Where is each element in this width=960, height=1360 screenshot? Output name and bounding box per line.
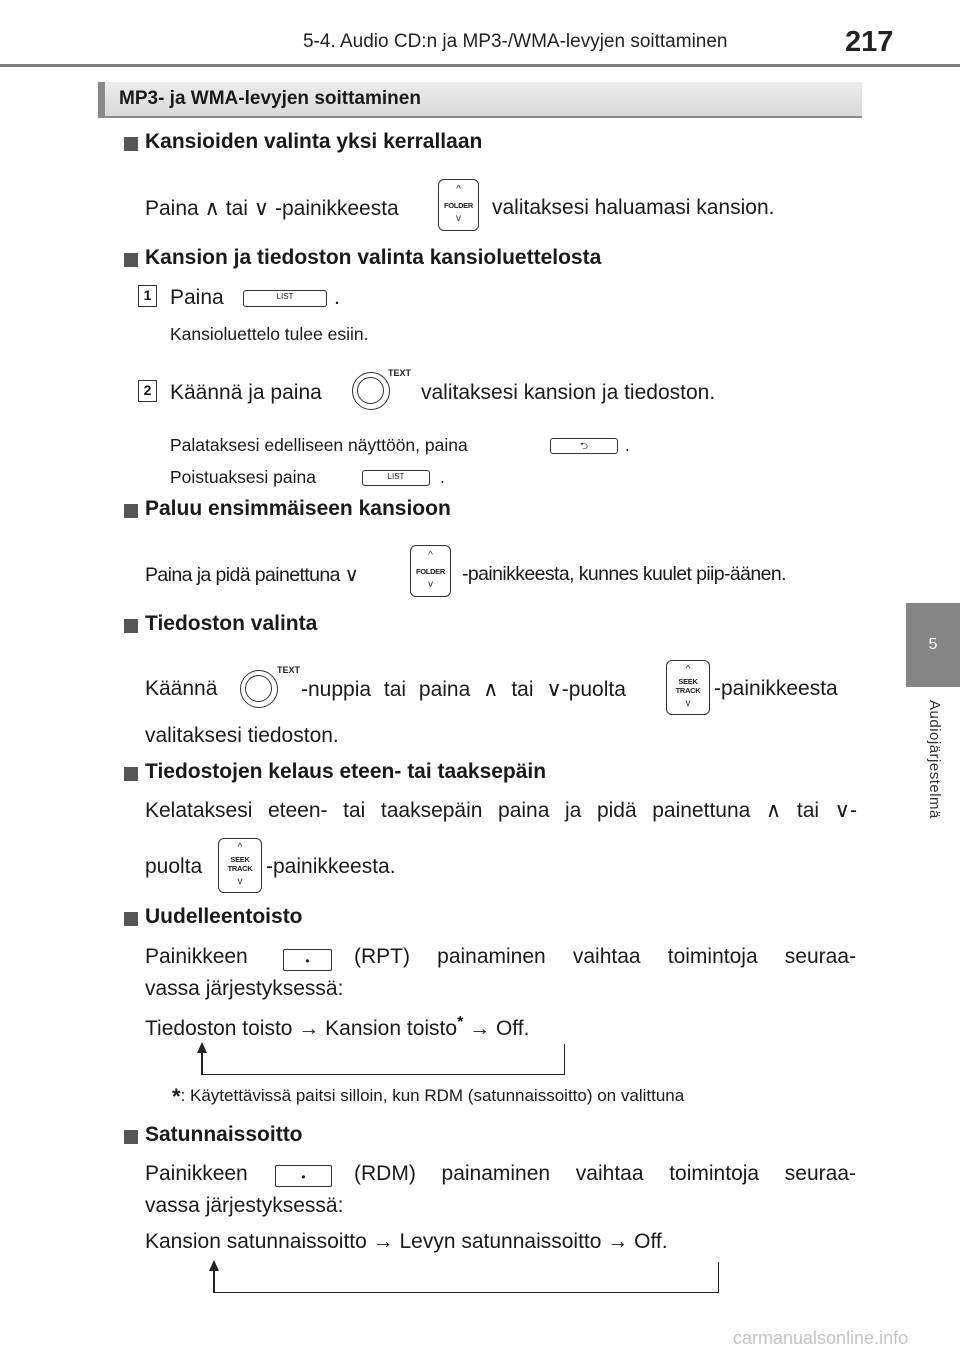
heading-repeat: Uudelleentoisto — [145, 905, 303, 928]
step1-text: Paina — [170, 286, 224, 309]
s6-footnote — [172, 1084, 684, 1110]
back-button-icon — [550, 438, 618, 454]
cycle-arrow-stem — [201, 1052, 203, 1075]
s7-line1-a: Painikkeen — [145, 1162, 248, 1185]
s3-text-before: Paina ja pidä painettuna ∨ — [145, 564, 359, 586]
s4-line2: valitaksesi tiedoston. — [145, 724, 339, 747]
folder-button-icon — [438, 179, 479, 231]
s1-text-before: Paina ∧ tai ∨ -painikkeesta — [145, 197, 399, 220]
up-caret-icon: ^ — [456, 184, 461, 195]
list-button-icon — [243, 290, 327, 307]
down-caret-icon: v — [456, 213, 461, 224]
text-knob-label: TEXT — [388, 368, 412, 378]
cycle-arrow-up-icon — [209, 1260, 219, 1271]
down-caret-icon: v — [685, 698, 691, 709]
step-number-2: 2 — [138, 380, 157, 402]
s4-line1-b: -nuppia tai paina ∧ tai ∨-puolta — [301, 678, 626, 701]
s3-text-after: -painikkeesta, kunnes kuulet piip-äänen. — [462, 563, 786, 585]
section-title-bar — [98, 82, 862, 118]
note-exit-end: . — [440, 467, 445, 487]
bullet-square-icon — [124, 619, 138, 633]
text-knob-label: TEXT — [277, 665, 301, 675]
s4-line1-a: Käännä — [145, 677, 218, 700]
s7-line2: vassa järjestyksessä: — [145, 1194, 344, 1217]
seek-track-button-icon — [666, 660, 710, 715]
section-title: MP3- ja WMA-levyjen soittaminen — [119, 88, 421, 109]
s5-line1: Kelataksesi eteen- tai taaksepäin paina ja pidä painettuna ∧ tai ∨- — [145, 799, 857, 822]
heading-first-folder: Paluu ensimmäiseen kansioon — [145, 497, 451, 520]
up-caret-icon: ^ — [237, 842, 243, 853]
bullet-square-icon — [124, 1130, 138, 1144]
back-glyph-icon: ⮌ — [579, 441, 588, 452]
track-label: TRACK — [227, 864, 253, 873]
bullet-square-icon — [124, 504, 138, 518]
cycle-arrow-stem — [213, 1270, 215, 1293]
s6-sequence-end: → Off. — [463, 1017, 530, 1040]
note-back: Palataksesi edelliseen näyttöön, paina — [170, 435, 468, 455]
s7-line1-b: (RDM) painaminen vaihtaa toimintoja seuraa- — [354, 1162, 856, 1185]
step-number-1: 1 — [138, 285, 157, 307]
cycle-arrow-up-icon — [197, 1042, 207, 1053]
s5-line2-b: -painikkeesta. — [266, 855, 396, 878]
step1-note: Kansioluettelo tulee esiin. — [170, 324, 369, 344]
seek-track-button-icon — [218, 838, 262, 893]
footnote-text: : Käytettävissä paitsi silloin, kun RDM (satunnaissoitto) on valittuna — [180, 1086, 685, 1105]
folder-button-icon — [410, 545, 451, 597]
header-title: 5-4. Audio CD:n ja MP3-/WMA-levyjen soittaminen — [303, 31, 728, 52]
step1-end: . — [334, 286, 340, 309]
s1-text-after: valitaksesi haluamasi kansion. — [492, 196, 775, 219]
heading-folder-select: Kansioiden valinta yksi kerrallaan — [145, 130, 483, 153]
folder-label: FOLDER — [415, 567, 446, 576]
header-rule — [0, 64, 960, 67]
s4-line1-c: -painikkeesta — [714, 677, 838, 700]
s6-line2: vassa järjestyksessä: — [145, 977, 344, 1000]
down-caret-icon: v — [428, 579, 433, 590]
bullet-square-icon — [124, 137, 138, 151]
note-back-end: . — [625, 435, 630, 455]
heading-file-select: Tiedoston valinta — [145, 612, 318, 635]
list-label: LIST — [387, 472, 405, 481]
bullet-square-icon — [124, 767, 138, 781]
s6-line1-a: Painikkeen — [145, 945, 248, 968]
seek-label: SEEK — [230, 855, 250, 864]
up-caret-icon: ^ — [685, 664, 691, 675]
bullet-square-icon — [124, 912, 138, 926]
chapter-label: Audiojärjestelmä — [926, 700, 943, 819]
folder-label: FOLDER — [443, 201, 474, 210]
s7-sequence: Kansion satunnaissoitto → Levyn satunnaissoitto → Off. — [145, 1230, 668, 1253]
step2-text-before: Käännä ja paina — [170, 381, 322, 404]
footnote-star: * — [172, 1084, 181, 1109]
page-number: 217 — [845, 26, 894, 58]
track-label: TRACK — [675, 686, 701, 695]
dot-icon: • — [305, 954, 310, 968]
cycle-arrow-line — [214, 1262, 719, 1293]
heading-random: Satunnaissoitto — [145, 1123, 303, 1146]
chapter-tab — [906, 603, 960, 687]
rpt-button-icon — [283, 949, 332, 971]
watermark: carmanualsonline.info — [733, 1328, 909, 1348]
s6-sequence-text: Tiedoston toisto → Kansion toisto — [145, 1017, 458, 1040]
rdm-button-icon — [275, 1165, 332, 1187]
s6-sequence — [145, 1014, 529, 1041]
note-exit: Poistuaksesi paina — [170, 467, 316, 487]
s5-line2-a: puolta — [145, 855, 203, 878]
list-label: LIST — [276, 292, 294, 301]
dot-icon: • — [301, 1170, 306, 1184]
s6-sequence-star: * — [457, 1014, 464, 1031]
up-caret-icon: ^ — [428, 550, 433, 561]
text-knob-icon — [240, 670, 278, 708]
heading-folder-list: Kansion ja tiedoston valinta kansioluettelosta — [145, 246, 602, 269]
seek-label: SEEK — [678, 677, 698, 686]
down-caret-icon: v — [237, 876, 243, 887]
bullet-square-icon — [124, 253, 138, 267]
list-button-icon — [362, 470, 430, 486]
s6-line1-b: (RPT) painaminen vaihtaa toimintoja seuraa- — [354, 945, 856, 968]
step2-text-after: valitaksesi kansion ja tiedoston. — [421, 381, 716, 404]
chapter-number: 5 — [928, 636, 938, 653]
heading-fast-forward: Tiedostojen kelaus eteen- tai taaksepäin — [145, 760, 547, 783]
text-knob-icon — [352, 372, 390, 410]
cycle-arrow-line — [202, 1044, 565, 1075]
